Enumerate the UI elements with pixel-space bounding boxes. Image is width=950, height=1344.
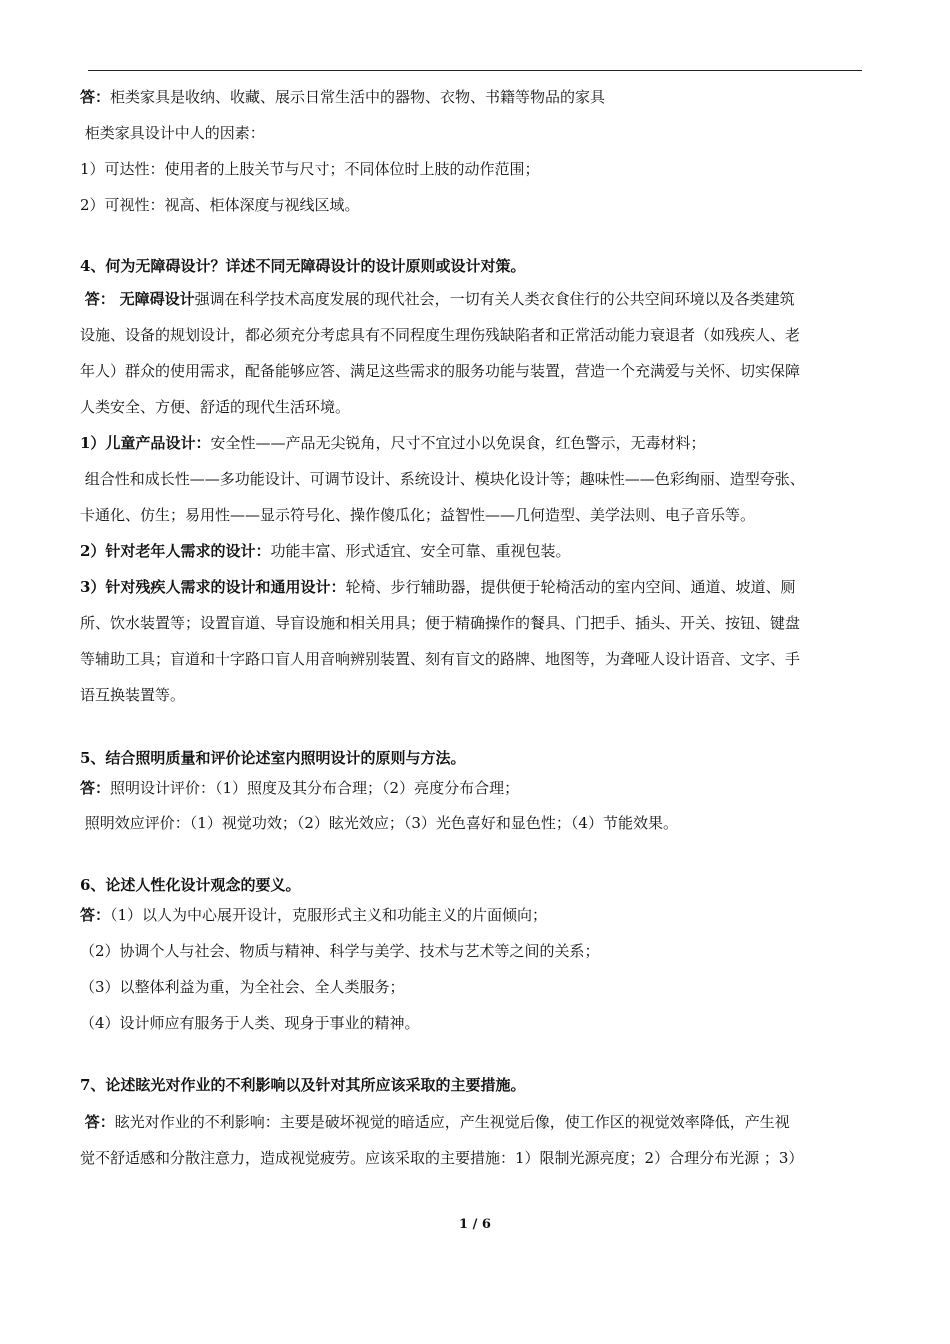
page-number: 1 / 6 [459, 1217, 491, 1232]
question-4: 4、何为无障碍设计？详述不同无障碍设计的设计原则或设计对策。 [80, 257, 526, 275]
answer-label: 答： [84, 1113, 115, 1131]
question-6: 6、论述人性化设计观念的要义。 [80, 876, 301, 894]
s4-para-l4: 人类安全、方便、舒适的现代生活环境。 [80, 398, 351, 416]
s3-item2: 2）可视性：视高、柜体深度与视线区域。 [80, 196, 360, 214]
s7-l2: 觉不舒适感和分散注意力，造成视觉疲劳。应该采取的主要措施：1）限制光源亮度；2）合理分布光源 ；3） [80, 1149, 804, 1167]
s3-line2 [80, 120, 880, 146]
p1-label: 1）儿童产品设计： [80, 434, 211, 452]
s3-answer-line [80, 84, 880, 110]
s4-p1-l1 [80, 425, 880, 461]
p3-label: 3）针对残疾人需求的设计和通用设计： [80, 578, 346, 596]
s6-l2: （2）协调个人与社会、物质与精神、科学与美学、技术与艺术等之间的关系； [80, 942, 600, 960]
s6-l4: （4）设计师应有服务于人类、现身于事业的精神。 [80, 1014, 420, 1032]
s7-l1 [80, 1104, 880, 1140]
question-7: 7、论述眩光对作业的不利影响以及针对其所应该采取的主要措施。 [80, 1076, 526, 1094]
s4-para-l1-text: 强调在科学技术高度发展的现代社会，一切有关人类衣食住行的公共空间环境以及各类建筑 [194, 290, 795, 308]
s4-p1-l2 [80, 461, 880, 497]
p1-l1-text: 安全性——产品无尖锐角，尺寸不宜过小以免误食，红色警示，无毒材料； [210, 434, 706, 452]
s4-p3-l3: 等辅助工具；盲道和十字路口盲人用音响辨别装置、刻有盲文的路牌、地图等，为聋哑人设计语音、文字、手 [80, 650, 801, 668]
s5-l1 [80, 775, 880, 802]
s5-l2 [80, 810, 880, 837]
s4-p3-l4: 语互换装置等。 [80, 686, 186, 704]
s3-item1: 1）可达性：使用者的上肢关节与尺寸；不同体位时上肢的动作范围； [80, 160, 540, 178]
s4-para-l2: 设施、设备的规划设计，都必须充分考虑具有不同程度生理伤残缺陷者和正常活动能力衰退者（如残疾人、老 [80, 326, 801, 344]
p3-l1-text: 轮椅、步行辅助器，提供便于轮椅活动的室内空间、通道、坡道、厕 [345, 578, 796, 596]
s4-p1-l3: 卡通化、仿生；易用性——显示符号化、操作傻瓜化；益智性——几何造型、美学法则、电子音乐等。 [80, 506, 756, 524]
s6-l3: （3）以整体利益为重，为全社会、全人类服务； [80, 978, 405, 996]
s5-l2-text: 照明效应评价：（1）视觉功效；（2）眩光效应；（3）光色喜好和显色性；（4）节能效果。 [84, 814, 678, 832]
s6-l1 [80, 902, 880, 929]
answer-label: 答： [84, 290, 115, 308]
header-rule [88, 70, 862, 71]
s4-p2-l1 [80, 533, 880, 569]
s5-l1-text: 照明设计评价：（1）照度及其分布合理；（2）亮度分布合理； [110, 779, 520, 797]
p1-l2-text: 组合性和成长性——多功能设计、可调节设计、系统设计、模块化设计等；趣味性——色彩绚丽、造型夸张、 [84, 470, 805, 488]
document-page [80, 84, 880, 1176]
term-barrier-free: 无障碍设计 [119, 290, 195, 308]
answer-label: 答： [80, 906, 111, 924]
s4-p3-l1 [80, 569, 880, 605]
s4-para-l1 [80, 281, 880, 317]
s3-line2-text: 柜类家具设计中人的因素： [84, 124, 265, 142]
answer-text: 柜类家具是收纳、收藏、展示日常生活中的器物、衣物、书籍等物品的家具 [110, 88, 606, 106]
answer-label: 答： [80, 779, 111, 797]
s4-p3-l2: 所、饮水装置等；设置盲道、导盲设施和相关用具；便于精确操作的餐具、门把手、插头、开关、按钮、键盘 [80, 614, 801, 632]
s6-l1-text: （1）以人为中心展开设计，克服形式主义和功能主义的片面倾向； [110, 906, 548, 924]
s7-l1-text: 眩光对作业的不利影响：主要是破坏视觉的暗适应，产生视觉后像，使工作区的视觉效率降低，产生视 [114, 1113, 790, 1131]
s4-para-l3: 年人）群众的使用需求，配备能够应答、满足这些需求的服务功能与装置，营造一个充满爱与关怀、切实保障 [80, 362, 801, 380]
question-5: 5、结合照明质量和评价论述室内照明设计的原则与方法。 [80, 749, 466, 767]
answer-label: 答： [80, 88, 111, 106]
p2-l1-text: 功能丰富、形式适宜、安全可靠、重视包装。 [270, 542, 571, 560]
p2-label: 2）针对老年人需求的设计： [80, 542, 271, 560]
